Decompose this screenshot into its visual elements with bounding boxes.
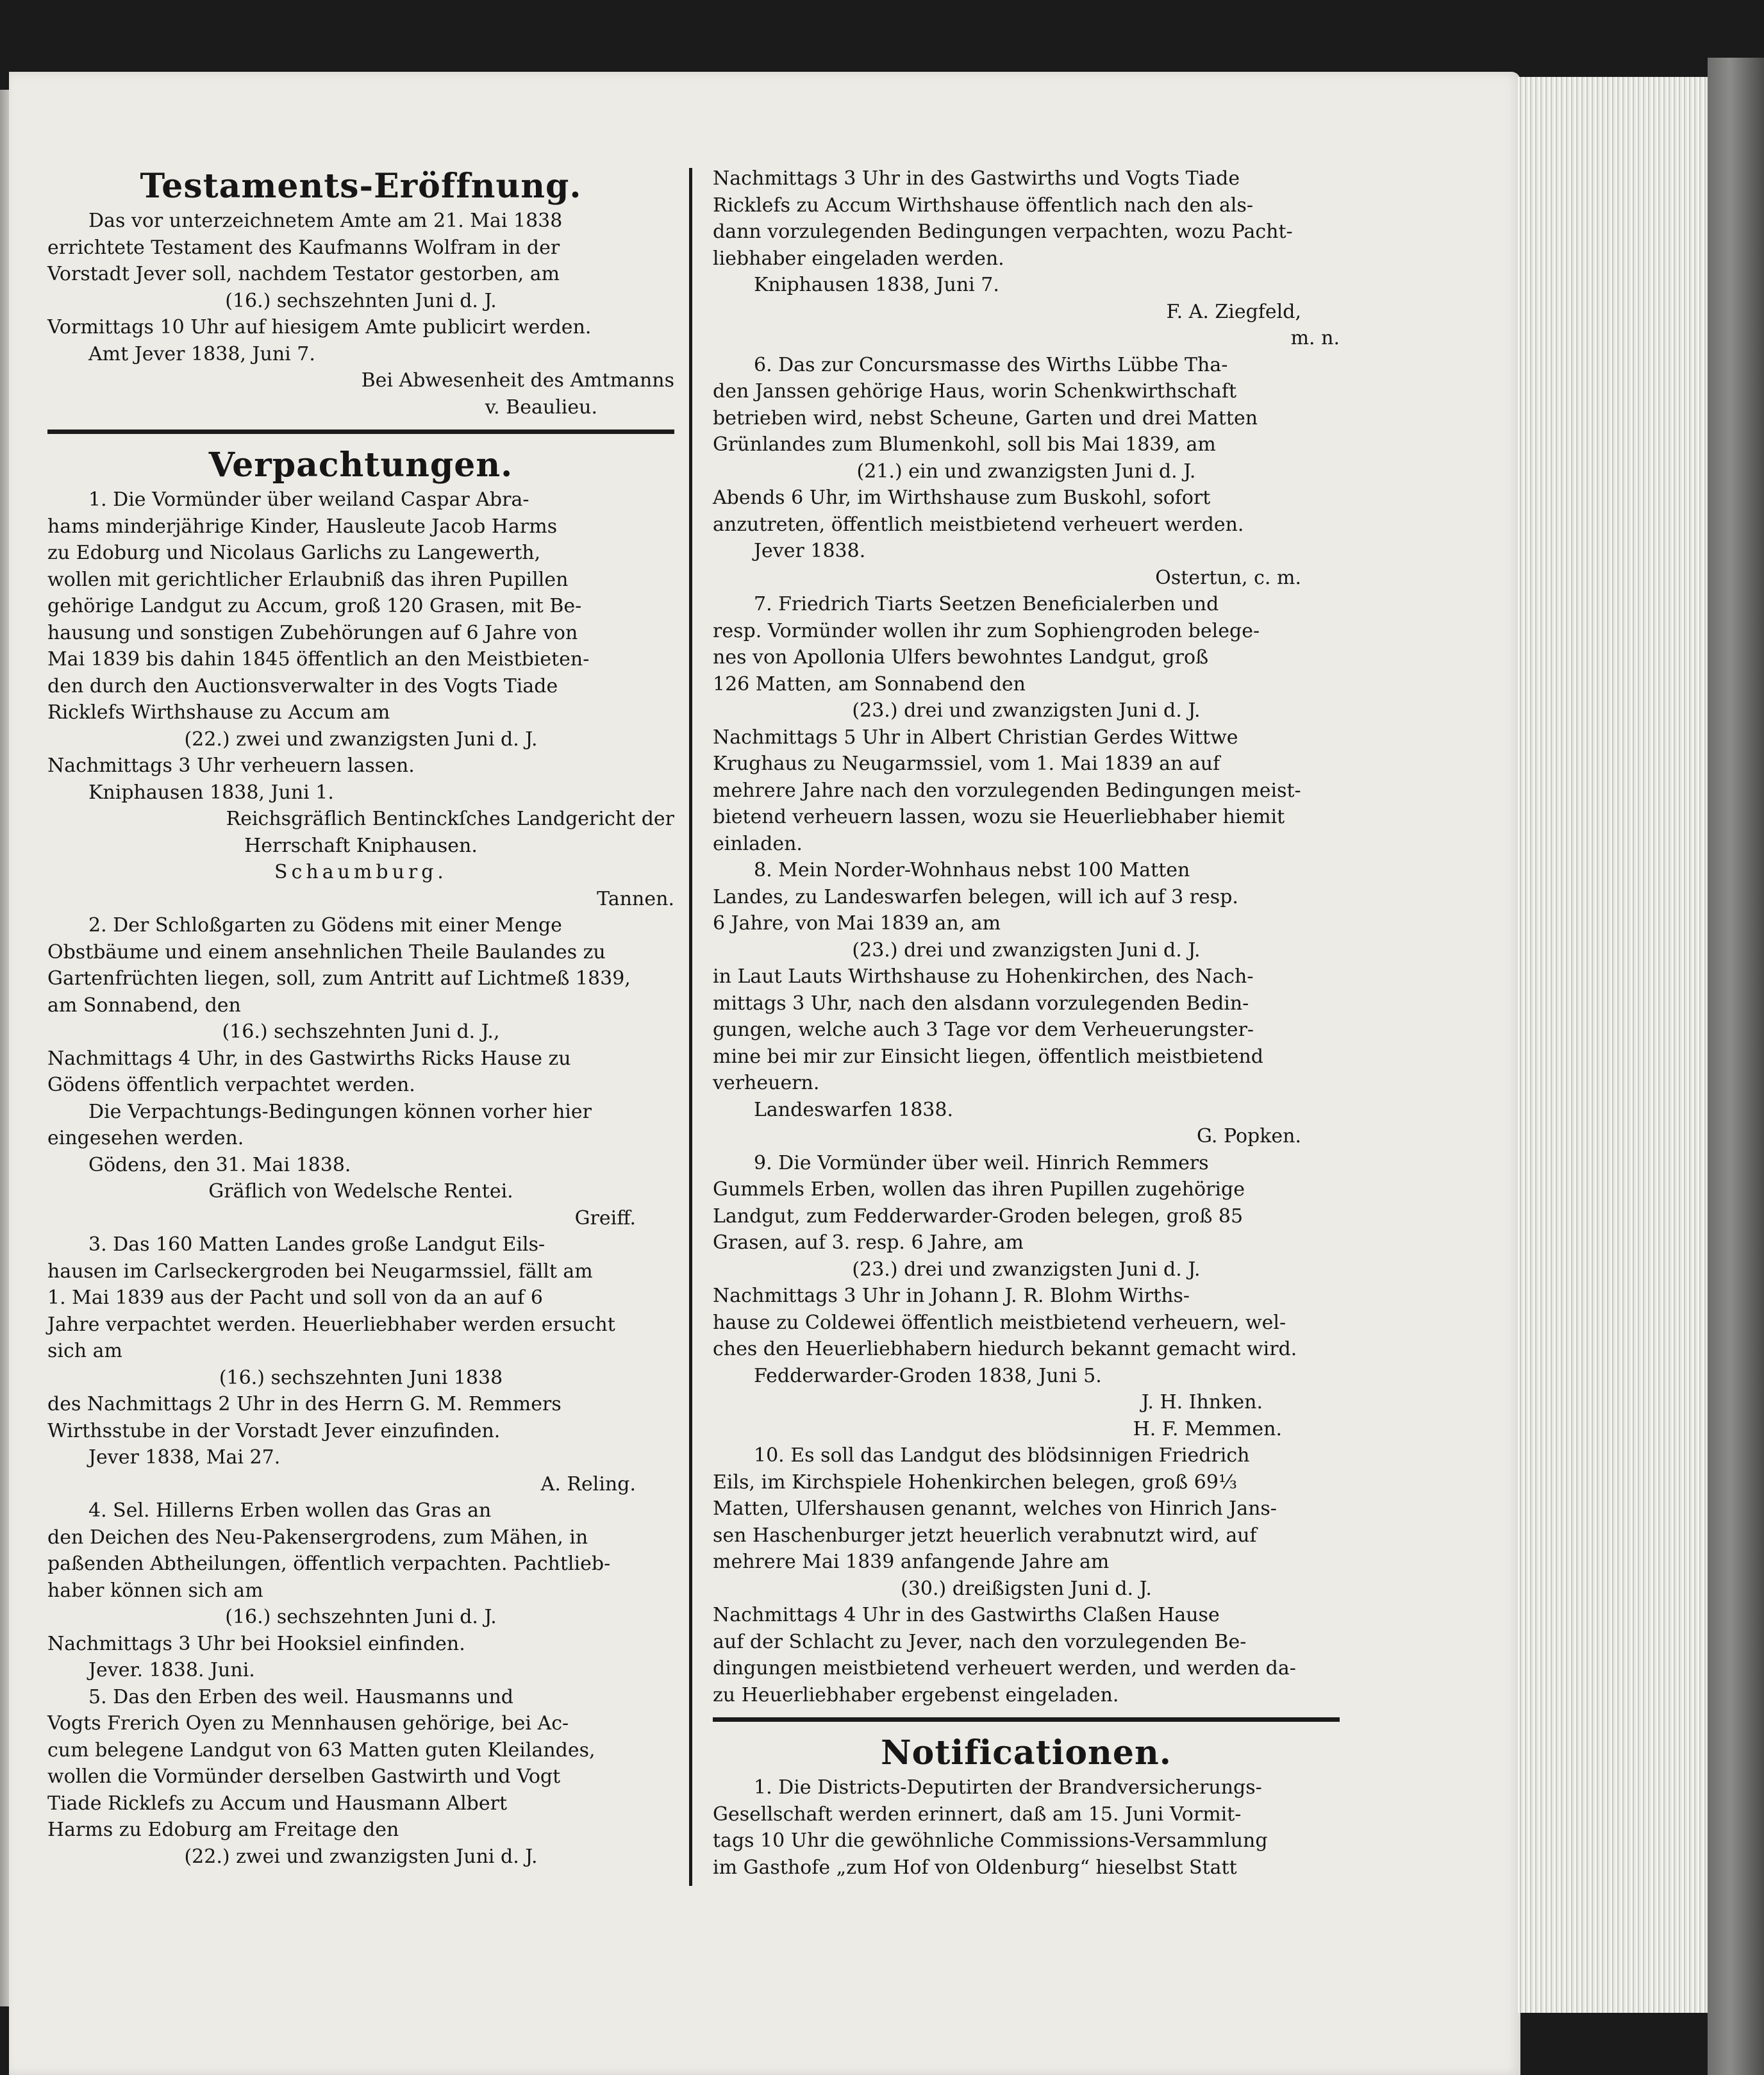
text-line: mine bei mir zur Einsicht liegen, öffentlich meistbietend [713, 1045, 1263, 1068]
place-date: Amt Jever 1838, Juni 7. [88, 342, 315, 365]
entry-7 [713, 591, 1340, 857]
entry-3 [47, 1231, 674, 1497]
entry-5 [47, 1684, 674, 1871]
entry-4 [47, 1497, 674, 1684]
text-line: cum belegene Landgut von 63 Matten guten Kleilandes, [47, 1738, 595, 1762]
column-divider [689, 168, 692, 1886]
section-rule [713, 1717, 1340, 1722]
entry-9 [713, 1150, 1340, 1443]
text-line: 8. Mein Norder-Wohnhaus nebst 100 Matten [754, 859, 1190, 881]
text-line: Nachmittags 3 Uhr in des Gastwirths und Vogts Tiade [713, 167, 1240, 190]
text-line: sen Haschenburger jetzt heuerlich verabnutzt wird, auf [713, 1524, 1257, 1547]
text-line: wollen die Vormünder derselben Gastwirth und Vogt [47, 1765, 561, 1788]
text-line: Ricklefs Wirthshause zu Accum am [47, 701, 390, 724]
text-line: eingesehen werden. [47, 1127, 244, 1149]
signature-line: Herrschaft Kniphausen. [244, 834, 478, 857]
date-line: (22.) zwei und zwanzigsten Juni d. J. [184, 728, 538, 751]
text-line: einladen. [713, 832, 803, 855]
signature-line: Gräflich von Wedelsche Rentei. [208, 1180, 513, 1203]
text-line: Mai 1839 bis dahin 1845 öffentlich an den Meistbieten- [47, 648, 590, 671]
text-line: tags 10 Uhr die gewöhnliche Commissions-Versammlung [713, 1829, 1268, 1852]
date-line: (23.) drei und zwanzigsten Juni d. J. [852, 699, 1201, 722]
text-line: den Janssen gehörige Haus, worin Schenkwirthschaft [713, 380, 1237, 403]
text-line: errichtete Testament des Kaufmanns Wolfram in der [47, 236, 560, 259]
text-line: 4. Sel. Hillerns Erben wollen das Gras an [88, 1499, 492, 1522]
text-line: Nachmittags 4 Uhr, in des Gastwirths Ricks Hause zu [47, 1047, 571, 1070]
text-line: 9. Die Vormünder über weil. Hinrich Remmers [754, 1151, 1209, 1174]
text-line: haber können sich am [47, 1579, 263, 1602]
text-line: betrieben wird, nebst Scheune, Garten und drei Matten [713, 406, 1258, 429]
text-line: Eils, im Kirchspiele Hohenkirchen belegen, groß 69⅓ [713, 1471, 1237, 1494]
text-line: anzutreten, öffentlich meistbietend verheuert werden. [713, 513, 1244, 536]
section-title-verpachtungen: Verpachtungen. [208, 446, 513, 485]
entry-2 [47, 912, 674, 1231]
date-line: (16.) sechszehnten Juni d. J. [225, 289, 497, 312]
text-line: 3. Das 160 Matten Landes große Landgut Eils- [88, 1233, 545, 1256]
text-line: Grünlandes zum Blumenkohl, soll bis Mai 1839, am [713, 433, 1216, 456]
text-line: Jahre verpachtet werden. Heuerliebhaber werden ersucht [47, 1313, 615, 1336]
place-date: Landeswarfen 1838. [754, 1098, 953, 1121]
signature: Tannen. [597, 887, 674, 910]
section-verpachtungen [47, 444, 674, 1870]
text-line: mehrere Jahre nach den vorzulegenden Bedingungen meist- [713, 779, 1301, 802]
entry-8 [713, 857, 1340, 1150]
text-line: 1. Mai 1839 aus der Pacht und soll von da an auf 6 [47, 1287, 543, 1309]
page-edges [1518, 77, 1711, 2013]
text-line: bietend verheuern lassen, wozu sie Heuerliebhaber hiemit [713, 806, 1285, 828]
place-date: Gödens, den 31. Mai 1838. [88, 1153, 351, 1176]
text-line: hausen im Carlseckergroden bei Neugarmssiel, fällt am [47, 1260, 593, 1283]
text-line: 6 Jahre, von Mai 1839 an, am [713, 912, 1001, 935]
text-line: Obstbäume und einem ansehnlichen Theile Baulandes zu [47, 940, 606, 963]
signature: J. H. Ihnken. [1141, 1391, 1263, 1413]
text-line: in Laut Lauts Wirthshause zu Hohenkirchen, des Nach- [713, 965, 1254, 988]
date-line: (16.) sechszehnten Juni d. J. [225, 1606, 497, 1628]
text-line: paßenden Abtheilungen, öffentlich verpachten. Pachtlieb- [47, 1553, 611, 1575]
signature-line: Bei Abwesenheit des Amtmanns [361, 369, 674, 392]
text-line: auf der Schlacht zu Jever, nach den vorzulegenden Be- [713, 1630, 1247, 1653]
text-line: mittags 3 Uhr, nach den alsdann vorzulegenden Bedin- [713, 992, 1249, 1015]
text-line: Nachmittags 3 Uhr verheuern lassen. [47, 754, 415, 777]
text-line: 2. Der Schloßgarten zu Gödens mit einer Menge [88, 914, 562, 937]
book-cover-edge [1708, 58, 1764, 2075]
section-testaments [47, 165, 674, 421]
signature: Greiff. [574, 1206, 636, 1229]
text-line: im Gasthofe „zum Hof von Oldenburg“ hieselbst Statt [713, 1856, 1237, 1879]
text-line: des Nachmittags 2 Uhr in des Herrn G. M. Remmers [47, 1393, 562, 1415]
text-line: dann vorzulegenden Bedingungen verpachten, wozu Pacht- [713, 221, 1293, 243]
text-line: Gartenfrüchten liegen, soll, zum Antritt auf Lichtmeß 1839, [47, 967, 631, 990]
text-line: Ricklefs zu Accum Wirthshause öffentlich nach den als- [713, 194, 1254, 217]
text-line: mehrere Mai 1839 anfangende Jahre am [713, 1551, 1110, 1573]
signature-suffix: m. n. [1290, 327, 1340, 349]
date-line: (16.) sechszehnten Juni 1838 [219, 1366, 503, 1389]
text-line: 1. Die Districts-Deputirten der Brandversicherungs- [754, 1776, 1262, 1799]
text-line: liebhaber eingeladen werden. [713, 247, 1004, 270]
text-line: ches den Heuerliebhabern hiedurch bekannt gemacht wird. [713, 1338, 1297, 1360]
place-date: Jever 1838. [754, 540, 866, 562]
place-date: Kniphausen 1838, Juni 7. [754, 274, 999, 296]
date-line: (30.) dreißigsten Juni d. J. [901, 1577, 1152, 1600]
text-line: 126 Matten, am Sonnabend den [713, 672, 1026, 696]
text-line: 10. Es soll das Landgut des blödsinnigen Friedrich [754, 1444, 1250, 1467]
text-line: hausung und sonstigen Zubehörungen auf 6 Jahre von [47, 621, 578, 644]
text-line: Das vor unterzeichnetem Amte am 21. Mai 1838 [88, 210, 563, 232]
text-line: 1. Die Vormünder über weiland Caspar Abra- [88, 488, 529, 511]
place-date: Kniphausen 1838, Juni 1. [88, 781, 334, 804]
signature: G. Popken. [1197, 1125, 1301, 1147]
text-line: Nachmittags 3 Uhr in Johann J. R. Blohm Wirths- [713, 1285, 1190, 1307]
signature-line: Reichsgräflich Bentinckſches Landgericht der [226, 808, 674, 830]
text-line: den durch den Auctionsverwalter in des Vogts Tiade [47, 674, 558, 697]
text-line: Landgut, zum Fedderwarder-Groden belegen, groß 85 [713, 1204, 1244, 1228]
signature: v. Beaulieu. [485, 396, 597, 419]
signature: Ostertun, c. m. [1155, 566, 1301, 589]
section-title-testaments: Testaments-Eröffnung. [140, 167, 582, 206]
text-line: Vogts Frerich Oyen zu Mennhausen gehörige, bei Ac- [47, 1712, 569, 1735]
text-line: Matten, Ulfershausen genannt, welches von Hinrich Jans- [713, 1497, 1277, 1520]
text-line: Vorstadt Jever soll, nachdem Testator gestorben, am [47, 263, 560, 285]
text-line: Nachmittags 4 Uhr in des Gastwirths Claßen Hause [713, 1604, 1220, 1626]
date-line: (23.) drei und zwanzigsten Juni d. J. [852, 938, 1201, 962]
text-line: Landes, zu Landeswarfen belegen, will ich auf 3 resp. [713, 885, 1238, 908]
place-date: Jever 1838, Mai 27. [88, 1446, 281, 1469]
text-line: Abends 6 Uhr, im Wirthshause zum Buskohl, sofort [713, 487, 1211, 509]
signature: H. F. Memmen. [1133, 1417, 1282, 1440]
text-line: Krughaus zu Neugarmssiel, vom 1. Mai 1839 an auf [713, 753, 1220, 775]
text-line: Grasen, auf 3. resp. 6 Jahre, am [713, 1231, 1024, 1254]
signature: Schaumburg. [274, 861, 447, 883]
text-line: Gödens öffentlich verpachtet werden. [47, 1074, 415, 1096]
text-line: dingungen meistbietend verheuert werden, und werden da- [713, 1657, 1296, 1679]
text-line: nes von Apollonia Ulfers bewohntes Landgut, groß [713, 646, 1209, 669]
place-date: Jever. 1838. Juni. [88, 1659, 255, 1681]
text-line: Nachmittags 3 Uhr bei Hooksiel einfinden. [47, 1632, 465, 1655]
text-line: Die Verpachtungs-Bedingungen können vorher hier [88, 1100, 592, 1123]
text-line: gungen, welche auch 3 Tage vor dem Verheuerungster- [713, 1019, 1254, 1041]
text-line: verheuern. [713, 1072, 820, 1094]
text-line: Harms zu Edoburg am Freitage den [47, 1819, 399, 1841]
text-line: sich am [47, 1340, 122, 1362]
entry-1 [47, 487, 674, 912]
signature: F. A. Ziegfeld, [1166, 300, 1301, 323]
text-line: Vormittags 10 Uhr auf hiesigem Amte publicirt werden. [47, 316, 592, 338]
text-line: 7. Friedrich Tiarts Seetzen Beneficialerben und [754, 593, 1219, 615]
text-line: zu Heuerliebhaber ergebenst eingeladen. [713, 1683, 1119, 1706]
place-date: Fedderwarder-Groden 1838, Juni 5. [754, 1364, 1102, 1387]
date-line: (22.) zwei und zwanzigsten Juni d. J. [184, 1845, 538, 1868]
text-line: hams minderjährige Kinder, Hausleute Jacob Harms [47, 515, 558, 538]
date-line: (16.) sechszehnten Juni d. J., [222, 1021, 500, 1043]
section-title-notificationen: Notificationen. [881, 1733, 1172, 1772]
left-column [47, 165, 674, 1870]
text-line: zu Edoburg und Nicolaus Garlichs zu Langewerth, [47, 542, 541, 564]
date-line: (23.) drei und zwanzigsten Juni d. J. [852, 1258, 1201, 1281]
text-line: den Deichen des Neu-Pakensergrodens, zum Mähen, in [47, 1526, 588, 1549]
text-line: Gummels Erben, wollen das ihren Pupillen zugehörige [713, 1178, 1245, 1201]
text-line: Nachmittags 5 Uhr in Albert Christian Gerdes Wittwe [713, 726, 1238, 749]
entry-10 [713, 1442, 1340, 1708]
text-line: Gesellschaft werden erinnert, daß am 15. Juni Vormit- [713, 1803, 1242, 1826]
text-line: Tiade Ricklefs zu Accum und Hausmann Albert [47, 1792, 508, 1815]
text-line: hause zu Coldewei öffentlich meistbietend verheuern, wel- [713, 1311, 1286, 1334]
text-line: resp. Vormünder wollen ihr zum Sophiengroden belege- [713, 619, 1260, 642]
text-line: am Sonnabend, den [47, 994, 241, 1017]
entry-6 [713, 352, 1340, 592]
section-notificationen [713, 1732, 1340, 1881]
entry-5-continued [713, 165, 1340, 352]
section-rule [47, 429, 674, 434]
right-column [713, 165, 1340, 1881]
text-line: 6. Das zur Concursmasse des Wirths Lübbe Tha- [754, 353, 1228, 376]
text-line: gehörige Landgut zu Accum, groß 120 Grasen, mit Be- [47, 595, 582, 617]
text-line: wollen mit gerichtlicher Erlaubniß das ihren Pupillen [47, 568, 569, 591]
signature: A. Reling. [540, 1472, 636, 1496]
text-line: Wirthsstube in der Vorstadt Jever einzufinden. [47, 1419, 501, 1442]
text-line: 5. Das den Erben des weil. Hausmanns und [88, 1685, 514, 1708]
date-line: (21.) ein und zwanzigsten Juni d. J. [856, 460, 1196, 483]
